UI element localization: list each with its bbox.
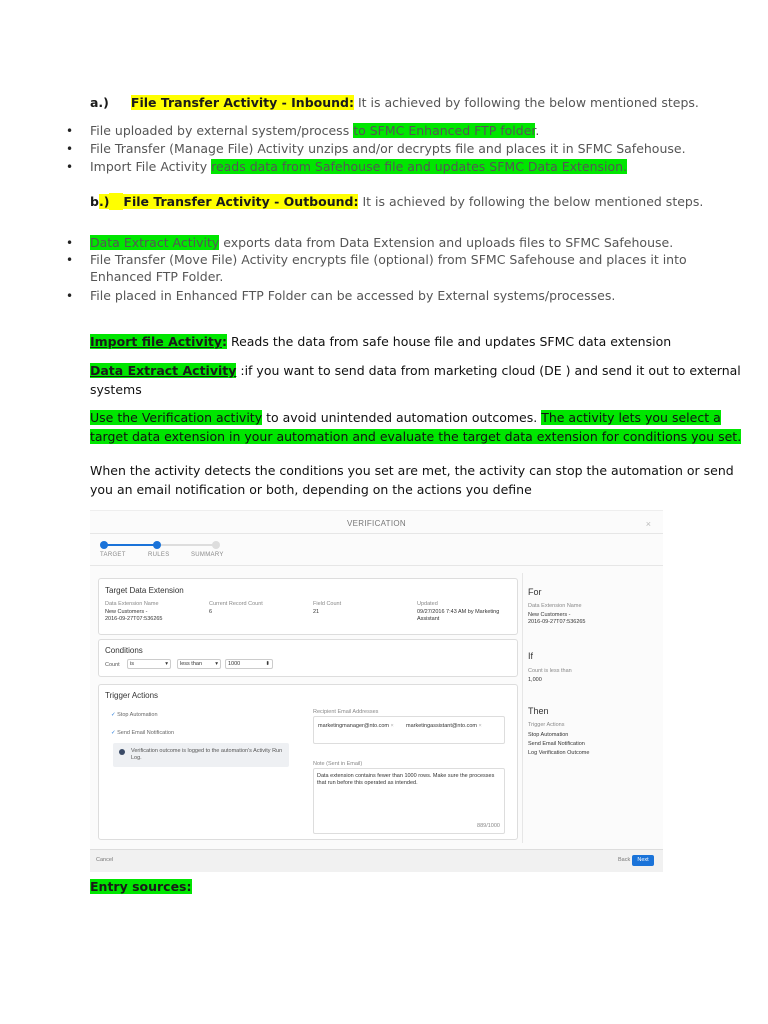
- when-line2: you an email notification or both, depending on the actions you define: [90, 482, 532, 497]
- summary-if-label: Count is less than: [528, 668, 572, 674]
- bullet-b-2-line1: File Transfer (Move File) Activity encrypts file (optional) from SFMC Safehouse and places it into: [90, 252, 687, 267]
- check-icon: ✓: [111, 712, 116, 718]
- condition-is-value: is: [130, 661, 134, 667]
- verification-paragraph: [90, 409, 741, 445]
- email-chip-1-text: marketingmanager@nto.com: [318, 723, 390, 729]
- summary-then-value: Stop Automation: [528, 732, 569, 738]
- col-updated: Updated: [417, 601, 438, 607]
- summary-then-label: Trigger Actions: [528, 722, 565, 728]
- modal-title: VERIFICATION: [346, 519, 406, 528]
- condition-number-input[interactable]: [225, 659, 273, 669]
- section-b-heading: [90, 193, 703, 210]
- verification-screenshot: [90, 510, 663, 871]
- modal-footer: [90, 849, 663, 872]
- verif-text: to avoid unintended automation outcomes.: [262, 410, 542, 425]
- section-b-label: b: [90, 194, 99, 209]
- import-colon: :: [221, 334, 227, 349]
- extract-paragraph: [90, 362, 741, 398]
- step-progress-line: [104, 544, 157, 546]
- val-de-name: New Customers - 2016-09-27T07:536265: [105, 609, 163, 622]
- entry-sources-heading: [90, 878, 192, 895]
- recipient-email-input[interactable]: [313, 716, 505, 744]
- note-label: Note (Sent in Email): [313, 761, 363, 767]
- section-b-rest: It is achieved by following the below mentioned steps.: [358, 194, 704, 209]
- condition-number-value: 1000: [228, 661, 241, 667]
- trigger-heading: Trigger Actions: [105, 691, 159, 700]
- close-icon[interactable]: ×: [390, 723, 394, 729]
- divider: [522, 573, 523, 843]
- step-remaining-line: [157, 544, 215, 546]
- bullet-dot: •: [66, 124, 74, 138]
- bullet-b-1-text: exports data from Data Extension and uploads files to SFMC Safehouse.: [219, 235, 674, 250]
- close-icon[interactable]: ×: [478, 723, 482, 729]
- summary-if-heading: If: [528, 651, 534, 661]
- val-field-count: 21: [313, 609, 320, 615]
- stop-automation-label: Stop Automation: [117, 712, 158, 718]
- stepper-icon: ⬍: [265, 661, 270, 667]
- extract-text: :if you want to send data from marketing cloud (DE ) and send it out to external: [236, 363, 741, 378]
- trigger-actions-card: [98, 684, 518, 840]
- bullet-b-3-text: File placed in Enhanced FTP Folder can be accessed by External systems/processes.: [90, 288, 616, 303]
- step-dot-summary[interactable]: [212, 541, 220, 549]
- step-label-rules: RULES: [148, 552, 170, 558]
- bullet-dot: •: [66, 236, 74, 250]
- col-de-name: Data Extension Name: [105, 601, 159, 607]
- condition-is-select[interactable]: [127, 659, 171, 669]
- info-note: [113, 743, 289, 767]
- bullet-dot: •: [66, 253, 74, 267]
- bullet-dot: •: [66, 142, 74, 156]
- bullet-a-3: [90, 158, 627, 175]
- bullet-b-3: [90, 287, 615, 304]
- email-chip-2-text: marketingassistant@nto.com: [406, 723, 478, 729]
- bullet-a-2: [90, 140, 686, 157]
- bullet-dot: •: [66, 160, 74, 174]
- section-a-heading: [90, 94, 699, 111]
- step-label-target: TARGET: [100, 552, 126, 558]
- when-paragraph: [90, 462, 734, 498]
- send-email-label: Send Email Notification: [117, 730, 175, 736]
- section-a-label: a.): [90, 95, 109, 110]
- bullet-a-1-end: .: [535, 123, 540, 138]
- chevron-down-icon: ▾: [165, 661, 168, 667]
- condition-op-value: less than: [180, 661, 203, 667]
- check-icon: ✓: [111, 730, 116, 736]
- email-chip-1[interactable]: [318, 723, 394, 730]
- extract-highlight: Data Extract Activity: [90, 363, 237, 378]
- section-a-title: File Transfer Activity - Inbound:: [130, 95, 354, 110]
- info-note-text: Verification outcome is logged to the automation's Activity Run Log.: [131, 748, 283, 761]
- verif-highlight-2b: target data extension in your automation and evaluate the target data extension for conditions you set.: [90, 429, 742, 444]
- summary-then-value: Log Verification Outcome: [528, 750, 590, 756]
- bullet-a-3-highlight: reads data from Safehouse file and updates SFMC Data Extension.: [211, 159, 628, 174]
- bullet-b-2: [90, 251, 687, 285]
- bullet-b-1-highlight: Data Extract Activity: [90, 235, 220, 250]
- target-de-heading: Target Data Extension: [105, 586, 184, 595]
- bullet-a-3-text: Import File Activity: [90, 159, 212, 174]
- import-highlight: Import file Activity: [90, 334, 222, 349]
- import-paragraph: [90, 333, 671, 350]
- when-line1: When the activity detects the conditions you set are met, the activity can stop the automation or send: [90, 463, 734, 478]
- section-b-title: File Transfer Activity - Outbound:: [123, 194, 359, 209]
- summary-if-value: 1,000: [528, 677, 542, 683]
- condition-field: Count: [105, 662, 120, 668]
- summary-for-heading: For: [528, 587, 542, 597]
- back-button[interactable]: Back: [618, 857, 631, 863]
- email-chip-2[interactable]: [406, 723, 482, 730]
- conditions-card: [98, 639, 518, 677]
- step-dot-target[interactable]: [100, 541, 108, 549]
- section-a-rest: It is achieved by following the below mentioned steps.: [354, 95, 699, 110]
- chevron-down-icon: ▾: [215, 661, 218, 667]
- cancel-button[interactable]: Cancel: [96, 857, 114, 863]
- info-icon: [119, 749, 125, 755]
- step-label-summary: SUMMARY: [191, 552, 224, 558]
- stop-automation-option[interactable]: [111, 712, 158, 718]
- extract-line2: systems: [90, 382, 142, 397]
- char-counter: 889/1000: [477, 823, 500, 829]
- val-record-count: 6: [209, 609, 213, 615]
- note-text: Data extension contains fewer than 1000 rows. Make sure the processes that run before this operated as intended.: [317, 773, 495, 786]
- next-button[interactable]: Next: [632, 855, 654, 866]
- entry-sources-text: Entry sources:: [90, 879, 192, 894]
- bullet-dot: •: [66, 289, 74, 303]
- bullet-a-1-text: File uploaded by external system/process: [90, 123, 354, 138]
- col-field-count: Field Count: [313, 601, 342, 607]
- verif-highlight-2a: The activity lets you select a: [541, 410, 721, 425]
- import-text: Reads the data from safe house file and updates SFMC data extension: [226, 334, 672, 349]
- col-record-count: Current Record Count: [209, 601, 263, 607]
- target-de-card: [98, 578, 518, 635]
- recipient-email-label: Recipient Email Addresses: [313, 709, 379, 715]
- verif-highlight-1: Use the Verification activity: [90, 410, 263, 425]
- val-updated: 09/27/2016 7:43 AM by Marketing Assistant: [417, 609, 500, 622]
- bullet-b-1: [90, 234, 673, 251]
- summary-for-label: Data Extension Name: [528, 603, 582, 609]
- conditions-heading: Conditions: [105, 646, 143, 655]
- bullet-b-2-line2: Enhanced FTP Folder.: [90, 269, 224, 284]
- bullet-a-1-highlight: to SFMC Enhanced FTP folder: [353, 123, 536, 138]
- note-textarea[interactable]: [313, 768, 505, 834]
- step-dot-rules[interactable]: [153, 541, 161, 549]
- bullet-a-2-text: File Transfer (Manage File) Activity unzips and/or decrypts file and places it in SFMC Safehouse.: [90, 141, 686, 156]
- close-icon[interactable]: ×: [645, 519, 651, 529]
- section-b-label-rest: .): [98, 194, 110, 209]
- summary-then-value: Send Email Notification: [528, 741, 585, 747]
- condition-op-select[interactable]: [177, 659, 221, 669]
- send-email-option[interactable]: [111, 730, 174, 736]
- summary-then-heading: Then: [528, 706, 549, 716]
- bullet-a-1: [90, 122, 539, 139]
- divider: [90, 533, 663, 534]
- divider: [90, 565, 663, 566]
- summary-for-value: New Customers - 2016-09-27T07:536265: [528, 612, 586, 625]
